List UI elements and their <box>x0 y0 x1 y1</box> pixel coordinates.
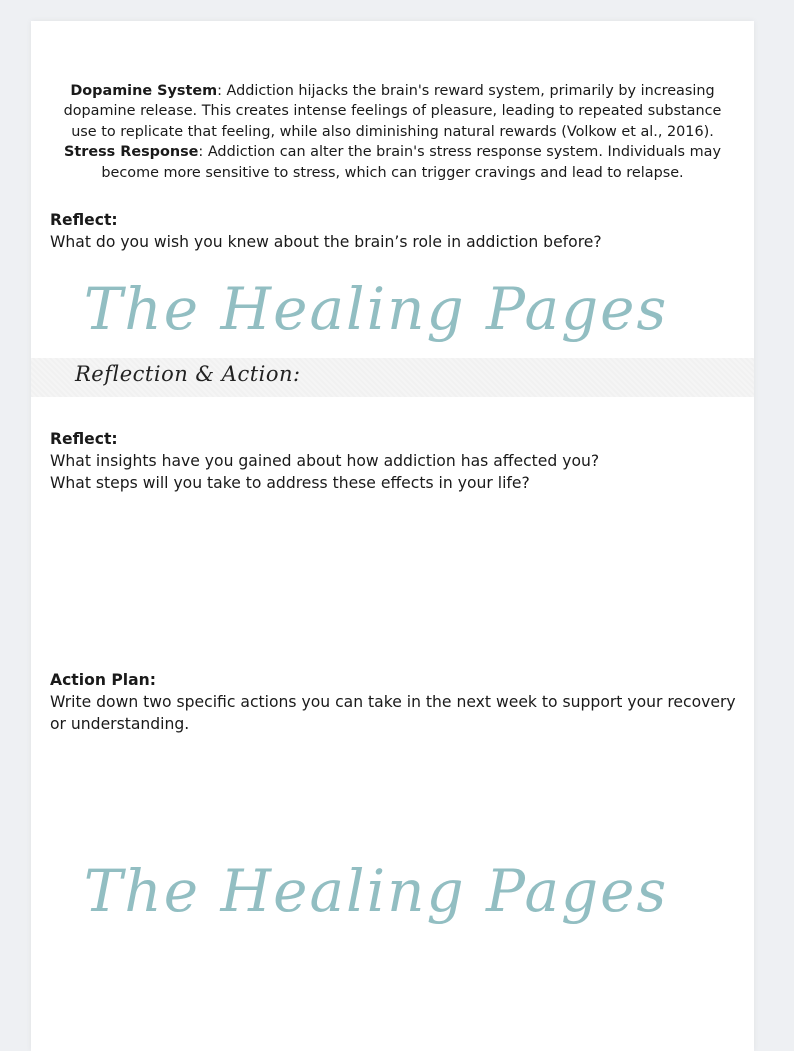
watermark-text: The Healing Pages <box>83 275 669 343</box>
reflect-section-1 <box>50 209 750 253</box>
reflect-label: Reflect: <box>50 211 118 229</box>
watermark-logo-bottom <box>83 841 669 941</box>
action-plan-label: Action Plan: <box>50 671 156 689</box>
stress-text: : Addiction can alter the brain's stress response system. Individuals may become more sensitive to stress, which can trigger cravings and lead to relapse. <box>101 144 721 181</box>
stress-label: Stress Response <box>64 144 199 161</box>
reflect-label: Reflect: <box>50 430 118 448</box>
reflect-section-2 <box>50 428 750 494</box>
banner-title: Reflection & Action: <box>75 362 301 386</box>
section-banner <box>31 358 754 397</box>
watermark-logo <box>83 259 669 359</box>
dopamine-label: Dopamine System <box>70 83 218 99</box>
watermark-text: The Healing Pages <box>83 857 669 925</box>
intro-paragraph <box>59 81 726 183</box>
reflect-question-2: What steps will you take to address these effects in your life? <box>50 474 530 492</box>
dopamine-text: : Addiction hijacks the brain's reward system, primarily by increasing dopamine release. This creates intense feelings of pleasure, leading to repeated substance use to replicate that feeling, while also diminishing natural rewards (Volkow et al., 2016). <box>63 83 722 140</box>
reflect-question-1: What insights have you gained about how addiction has affected you? <box>50 452 600 470</box>
reflect-question: What do you wish you knew about the brain’s role in addiction before? <box>50 233 602 251</box>
action-plan-text: Write down two specific actions you can take in the next week to support your recovery or understanding. <box>50 693 736 733</box>
document-page <box>31 21 754 1051</box>
action-plan-section <box>50 669 740 735</box>
